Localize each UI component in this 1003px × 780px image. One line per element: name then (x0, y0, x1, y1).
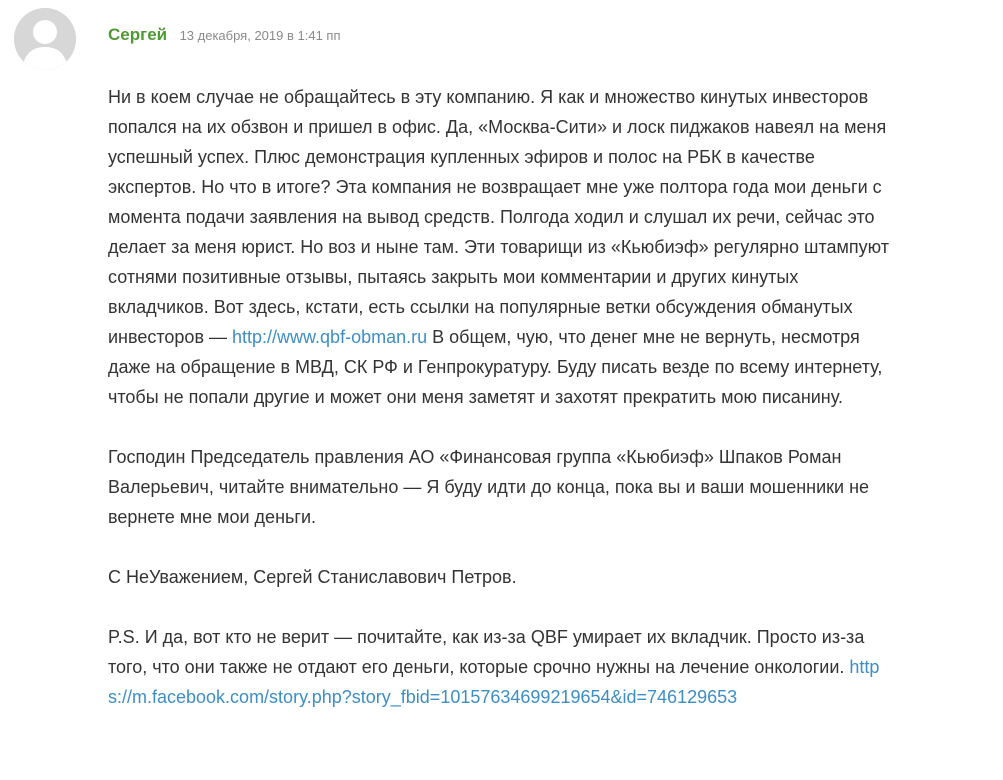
comment-paragraph (108, 562, 898, 592)
default-user-avatar-icon (14, 8, 76, 70)
comment-author[interactable]: Сергей (108, 25, 168, 44)
paragraph-text: Ни в коем случае не обращайтесь в эту компанию. Я как и множество кинутых инвесторов попался на их обзвон и пришел в офис. Да, «Москва-Сити» и лоск пиджаков навеял на меня успешный успех. Плюс демонстрация купленных эфиров и полос на РБК в качестве экспертов. Но что в итоге? Эта компания не возвращает мне уже полтора года мои деньги с момента подачи заявления на вывод средств. Полгода ходил и слушал их речи, сейчас это делает за меня юрист. Но воз и ныне там. Эти товарищи из «Кьюбиэф» регулярно штампуют сотнями позитивные отзывы, пытаясь закрыть мои комментарии и других кинутых вкладчиков. Вот здесь, кстати, есть ссылки на популярные ветки обсуждения обманутых инвесторов — (108, 87, 890, 347)
avatar (14, 8, 76, 70)
facebook-story-link[interactable]: https://m.facebook.com/story.php?story_fbid=10157634699219654&id=746129653 (108, 657, 880, 707)
signature-text: С НеУважением, Сергей Станиславович Петров. (108, 567, 517, 587)
paragraph-text: Господин Председатель правления АО «Финансовая группа «Кьюбиэф» Шпаков Роман Валерьевич, читайте внимательно — Я буду идти до конца, пока вы и ваши мошенники не вернете мне мои деньги. (108, 447, 870, 527)
comment-paragraph (108, 82, 898, 412)
comment-meta (108, 25, 341, 49)
comment-paragraph (108, 442, 898, 532)
comment-body (108, 82, 898, 712)
paragraph-text: P.S. И да, вот кто не верит — почитайте, как из-за QBF умирает их вкладчик. Просто из-за того, что они также не отдают его деньги, которые срочно нужны на лечение онкологии. (108, 627, 865, 677)
comment-paragraph (108, 622, 898, 712)
comment-date[interactable]: 13 декабря, 2019 в 1:41 пп (179, 28, 341, 43)
paragraph-text-continued: В общем, чую, что денег мне не вернуть, несмотря даже на обращение в МВД, СК РФ и Генпрокуратуру. Буду писать везде по всему интернету, чтобы не попали другие и может они меня заметят и захотят прекратить мою писанину. (108, 327, 883, 407)
forum-link[interactable]: http://www.qbf-obman.ru (232, 327, 428, 347)
